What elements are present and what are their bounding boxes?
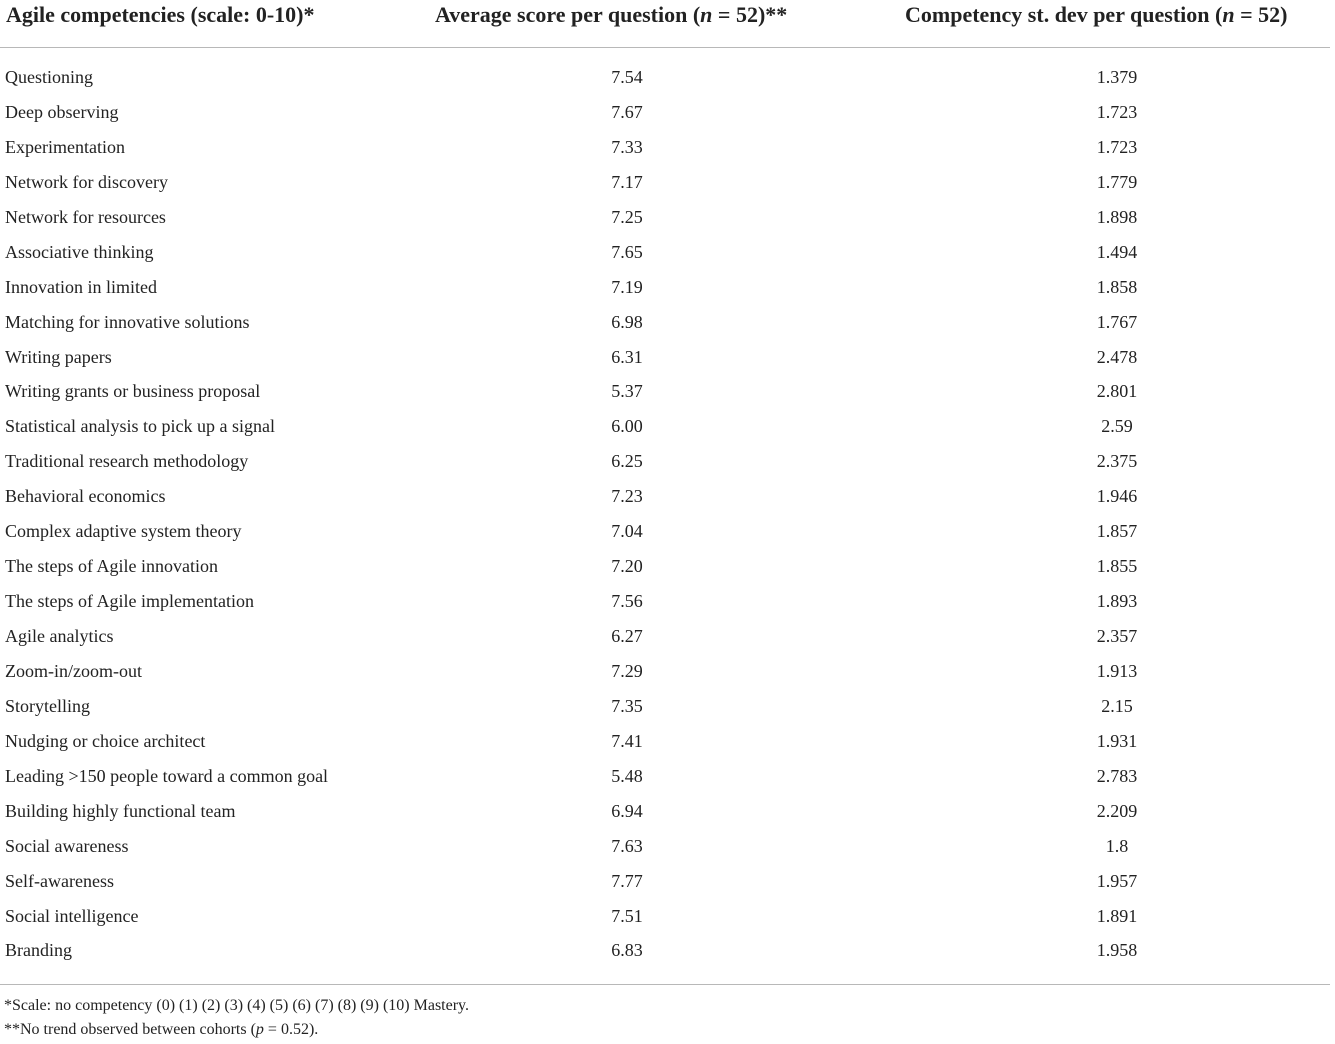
header-competencies: Agile competencies (scale: 0-10)*: [6, 2, 315, 27]
header-st-dev-pre: Competency st. dev per question (: [905, 2, 1223, 27]
table-row: [0, 166, 1335, 201]
table-row: [0, 830, 1335, 865]
competency-cell: Writing papers: [5, 346, 112, 367]
average-score-cell: 7.77: [611, 870, 643, 891]
table-row: [0, 236, 1335, 271]
competency-cell: Agile analytics: [5, 626, 114, 646]
table-row: [0, 934, 1335, 969]
table-row: [0, 61, 1335, 96]
header-average-score-post: = 52)**: [712, 2, 788, 27]
st-dev-cell: 2.357: [1096, 626, 1138, 646]
table-header: [0, 0, 1335, 36]
competency-cell: Social awareness: [5, 835, 129, 856]
st-dev-cell: 2.59: [1101, 416, 1133, 437]
header-average-score: [435, 2, 787, 28]
table-row: [0, 690, 1335, 725]
header-average-score-pre: Average score per question (: [435, 2, 701, 27]
competency-cell: Branding: [5, 940, 72, 961]
table-row: [0, 480, 1335, 515]
st-dev-cell: 2.783: [1096, 765, 1138, 786]
average-score-cell: 6.25: [611, 451, 643, 472]
competency-cell: Storytelling: [5, 695, 90, 716]
header-st-dev-post: = 52): [1234, 2, 1288, 27]
competency-cell: Associative thinking: [5, 241, 154, 262]
average-score-cell: 5.37: [611, 381, 643, 402]
competency-cell: Social intelligence: [5, 905, 139, 926]
st-dev-cell: 1.957: [1096, 870, 1138, 891]
average-score-cell: 7.67: [611, 101, 643, 122]
table-row: [0, 341, 1335, 376]
table-row: [0, 725, 1335, 760]
competency-cell: The steps of Agile innovation: [5, 556, 218, 577]
table-row: [0, 760, 1335, 795]
header-st-dev-n: n: [1222, 2, 1235, 27]
st-dev-cell: 1.723: [1096, 136, 1138, 157]
average-score-cell: 6.98: [611, 311, 643, 332]
average-score-cell: 7.41: [611, 730, 643, 751]
st-dev-cell: 2.209: [1096, 800, 1138, 821]
average-score-cell: 6.94: [611, 800, 643, 821]
average-score-cell: 7.04: [611, 521, 643, 542]
competency-cell: Network for discovery: [5, 171, 168, 192]
competency-cell: Leading >150 people toward a common goal: [5, 765, 329, 786]
average-score-cell: 7.25: [611, 206, 643, 227]
competency-cell: Zoom-in/zoom-out: [5, 660, 142, 681]
table-row: [0, 306, 1335, 341]
st-dev-cell: 1.855: [1096, 556, 1138, 577]
header-st-dev: [905, 2, 1287, 28]
table-row: [0, 515, 1335, 550]
table-body: [0, 61, 1335, 969]
average-score-cell: 7.65: [611, 241, 643, 262]
average-score-cell: 7.29: [611, 660, 643, 681]
competency-cell: Innovation in limited: [5, 276, 157, 297]
st-dev-cell: 1.858: [1096, 276, 1138, 297]
table-row: [0, 375, 1335, 410]
st-dev-cell: 1.494: [1096, 241, 1138, 262]
st-dev-cell: 1.379: [1096, 67, 1138, 87]
footnote-trend-p: p: [255, 1021, 264, 1038]
average-score-cell: 7.20: [611, 556, 643, 577]
footnote-scale: *Scale: no competency (0) (1) (2) (3) (4) (5) (6) (7) (8) (9) (10) Mastery.: [4, 997, 469, 1014]
table-row: [0, 131, 1335, 166]
competency-cell: Deep observing: [5, 101, 119, 122]
st-dev-cell: 1.946: [1096, 486, 1138, 507]
st-dev-cell: 1.958: [1096, 940, 1138, 961]
average-score-cell: 7.17: [611, 171, 643, 192]
footnote-trend-pre: **No trend observed between cohorts (: [4, 1021, 256, 1038]
competency-cell: The steps of Agile implementation: [5, 591, 254, 612]
competency-cell: Statistical analysis to pick up a signal: [5, 416, 275, 437]
competency-cell: Matching for innovative solutions: [5, 311, 250, 332]
footnote-trend: [4, 1018, 469, 1042]
average-score-cell: 6.00: [611, 416, 643, 437]
table-row: [0, 900, 1335, 935]
table-row: [0, 201, 1335, 236]
table-row: [0, 271, 1335, 306]
st-dev-cell: 2.478: [1096, 346, 1138, 367]
average-score-cell: 7.35: [611, 695, 643, 716]
competency-cell: Complex adaptive system theory: [5, 521, 242, 542]
st-dev-cell: 2.375: [1096, 451, 1138, 472]
average-score-cell: 7.33: [611, 136, 643, 157]
st-dev-cell: 1.898: [1096, 206, 1138, 227]
footer-divider: [0, 984, 1330, 985]
average-score-cell: 7.23: [611, 486, 643, 507]
average-score-cell: 7.63: [611, 835, 643, 856]
table-row: [0, 445, 1335, 480]
table-row: [0, 585, 1335, 620]
competency-cell: Building highly functional team: [5, 800, 236, 821]
average-score-cell: 6.31: [611, 346, 643, 367]
average-score-cell: 7.19: [611, 276, 643, 297]
table-row: [0, 410, 1335, 445]
average-score-cell: 7.51: [611, 905, 643, 926]
table-row: [0, 865, 1335, 900]
st-dev-cell: 1.857: [1096, 521, 1138, 542]
st-dev-cell: 1.779: [1096, 171, 1138, 192]
table-row: [0, 655, 1335, 690]
competency-cell: Nudging or choice architect: [5, 730, 206, 751]
table-row: [0, 550, 1335, 585]
st-dev-cell: 1.767: [1096, 311, 1138, 332]
table-row: [0, 620, 1335, 655]
competency-cell: Behavioral economics: [5, 486, 166, 507]
st-dev-cell: 1.723: [1096, 101, 1138, 122]
st-dev-cell: 1.891: [1096, 905, 1138, 926]
st-dev-cell: 1.8: [1105, 835, 1129, 856]
average-score-cell: 5.48: [611, 765, 643, 786]
st-dev-cell: 1.893: [1096, 591, 1138, 612]
average-score-cell: 6.83: [611, 940, 643, 961]
header-divider: [0, 47, 1330, 48]
table-row: [0, 795, 1335, 830]
header-average-score-n: n: [700, 2, 713, 27]
table-row: [0, 96, 1335, 131]
competency-cell: Writing grants or business proposal: [5, 381, 261, 402]
competency-cell: Traditional research methodology: [5, 451, 249, 472]
st-dev-cell: 1.913: [1096, 660, 1138, 681]
competency-cell: Network for resources: [5, 206, 166, 227]
footnotes: [4, 994, 469, 1042]
competency-cell: Questioning: [5, 67, 93, 87]
competency-cell: Self-awareness: [5, 870, 114, 891]
footnote-trend-post: = 0.52).: [263, 1021, 319, 1038]
average-score-cell: 6.27: [611, 626, 643, 646]
st-dev-cell: 2.15: [1101, 695, 1133, 716]
st-dev-cell: 1.931: [1096, 730, 1138, 751]
st-dev-cell: 2.801: [1096, 381, 1138, 402]
average-score-cell: 7.56: [611, 591, 643, 612]
average-score-cell: 7.54: [611, 67, 643, 87]
competency-cell: Experimentation: [5, 136, 125, 157]
